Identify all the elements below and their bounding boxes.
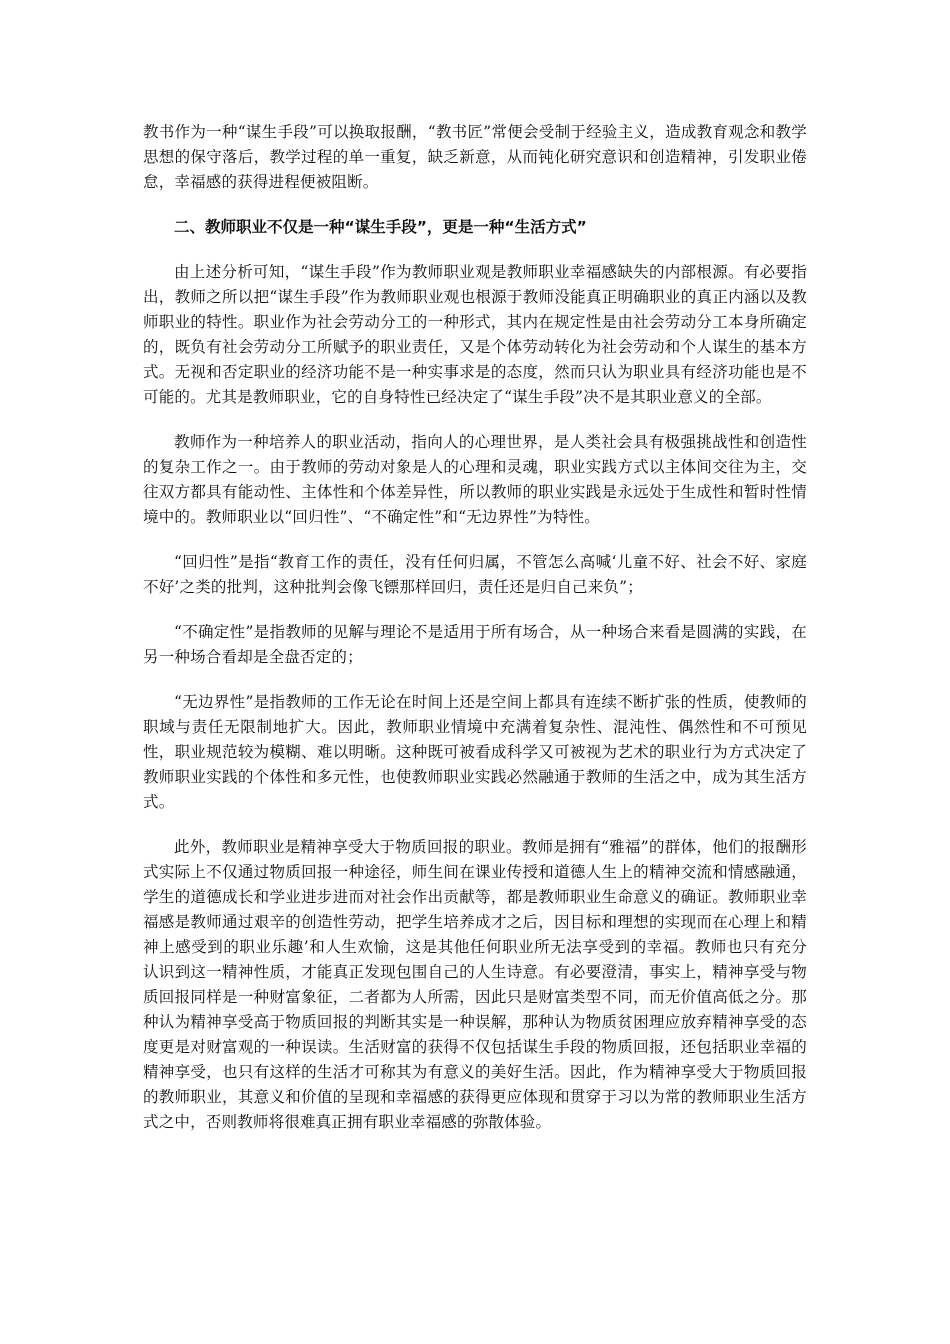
paragraph-intro: 教书作为一种“谋生手段”可以换取报酬，“教书匠”常便会受制于经验主义，造成教育观念和教学思想的保守落后，教学过程的单一重复，缺乏新意，从而钝化研究意识和创造精神，引发职业倦怠，幸福感的获得进程便被阻断。 [143,123,807,191]
document-page [143,120,807,1135]
paragraph-spiritual: 此外，教师职业是精神享受大于物质回报的职业。教师是拥有“雅福”的群体，他们的报酬形式实际上不仅通过物质回报一种途径，师生间在课业传授和道德人生上的精神交流和情感融通，学生的道德成长和学业进步进而对社会作出贡献等，都是教师职业生命意义的确证。教师职业幸福感是教师通过艰辛的创造性劳动，把学生培养成才之后，因目标和理想的实现而在心理上和精神上感受到的职业乐趣’和人生欢愉，这是其他任何职业所无法享受到的幸福。教师也只有充分认识到这一精神性质，才能真正发现包围自己的人生诗意。有必要澄清，事实上，精神享受与物质回报同样是一种财富象征，二者都为人所需，因此只是财富类型不同，而无价值高低之分。那种认为精神享受高于物质回报的判断其实是一种误解，那种认为物质贫困理应放弃精神享受的态度更是对财富观的一种误读。生活财富的获得不仅包括谋生手段的物质回报，还包括职业幸福的精神享受，也只有这样的生活才可称其为有意义的美好生活。因此，作为精神享受大于物质回报的教师职业，其意义和价值的呈现和幸福感的获得更应体现和贯穿于习以为常的教师职业生活方式之中，否则教师将很难真正拥有职业幸福感的弥散体验。 [143,838,807,1131]
paragraph-analysis: 由上述分析可知，“谋生手段”作为教师职业观是教师职业幸福感缺失的内部根源。有必要指出，教师之所以把“谋生手段”作为教师职业观也根源于教师没能真正明确职业的真正内涵以及教师职业的特性。职业作为社会劳动分工的一种形式，其内在规定性是由社会劳动分工本身所确定的，既负有社会劳动分工所赋予的职业责任，又是个体劳动转化为社会劳动和个人谋生的基本方式。无视和否定职业的经济功能不是一种实事求是的态度，然而只认为职业具有经济功能也是不可能的。尤其是教师职业，它的自身特性已经决定了“谋生手段”决不是其职业意义的全部。 [143,263,807,406]
section-heading: 二、教师职业不仅是一种“谋生手段”，更是一种“生活方式” [174,218,587,236]
paragraph-return: “回归性”是指“教育工作的责任，没有任何归属，不管怎么高喊‘儿童不好、社会不好、家庭不好’之类的批判，这种批判会像飞镖那样回归，责任还是归自己来负”； [143,553,807,596]
paragraph-uncertainty: “不确定性”是指教师的见解与理论不是适用于所有场合，从一种场合来看是圆满的实践，在另一种场合看却是全盘否定的； [143,623,807,666]
paragraph-characteristics: 教师作为一种培养人的职业活动，指向人的心理世界，是人类社会具有极强挑战性和创造性的复杂工作之一。由于教师的劳动对象是人的心理和灵魂，职业实践方式以主体间交往为主，交往双方都具有能动性、主体性和个体差异性，所以教师的职业实践是永远处于生成性和暂时性情境中的。教师职业以“回归性”、“不确定性”和“无边界性”为特性。 [143,433,807,526]
paragraph-boundless: “无边界性”是指教师的工作无论在时间上还是空间上都具有连续不断扩张的性质，使教师的职域与责任无限制地扩大。因此，教师职业情境中充满着复杂性、混沌性、偶然性和不可预见性，职业规范较为模糊、难以明晰。这种既可被看成科学又可被视为艺术的职业行为方式决定了教师职业实践的个体性和多元性，也使教师职业实践必然融通于教师的生活之中，成为其生活方式。 [143,693,807,811]
